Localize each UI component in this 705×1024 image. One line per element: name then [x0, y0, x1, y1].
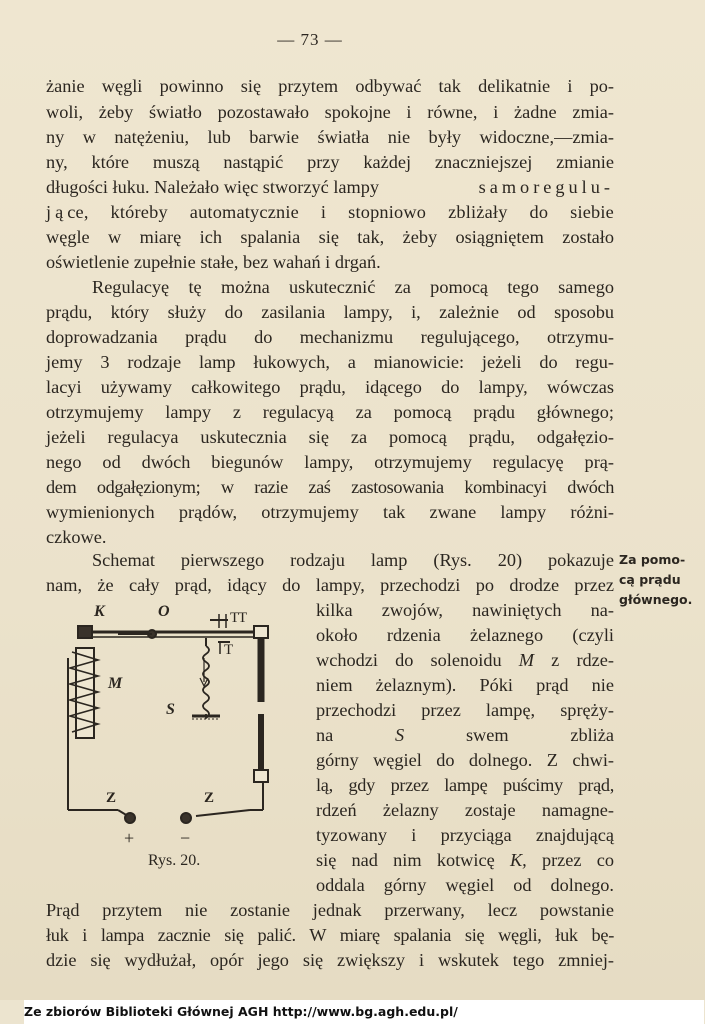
label-minus: −	[180, 828, 191, 848]
page-number: — 73 —	[277, 30, 343, 49]
text-line: ny w natężeniu, lub barwie światła nie były widoczne,—zmia-	[46, 127, 614, 147]
arc-lamp-circuit-diagram	[58, 598, 298, 848]
library-footer: Ze zbiorów Biblioteki Głównej AGH http://www.bg.agh.edu.pl/	[24, 1000, 704, 1024]
text-line: górny węgiel do dolnego. Z chwi-	[316, 750, 614, 770]
label-K: K	[94, 603, 105, 620]
text-line: tyzowany i przyciąga znajdującą	[316, 825, 614, 845]
text-line: woli, żeby światło pozostawało spokojne i równe, i żadne zmia-	[46, 102, 614, 122]
armature-block	[78, 626, 92, 638]
text-line: ny, które muszą nastąpić przy każdej znaczniejszej zmianie	[46, 152, 614, 172]
text-line	[316, 648, 614, 672]
text-line: kilka zwojów, nawiniętych na-	[316, 600, 614, 620]
text-segment: wchodzi do solenoidu	[316, 650, 502, 670]
text-line: jemy 3 rodzaje lamp łukowych, a mianowicie: jeżeli do regu-	[46, 352, 614, 372]
text-line: oświetlenie zupełnie stałe, bez wahań i drgań.	[46, 252, 381, 272]
margin-note-line: głównego.	[619, 592, 693, 607]
text-segment: na	[316, 725, 334, 745]
label-T3: T	[224, 642, 234, 658]
terminal-minus	[181, 813, 191, 823]
text-line: około rdzenia żelaznego (czyli	[316, 625, 614, 645]
text-line: czkowe.	[46, 527, 107, 547]
italic-letter: S	[395, 725, 405, 745]
text-line: jeżeli regulacya uskutecznia się za pomocą prądu, odgałęzio-	[46, 427, 614, 447]
text-segment: swem zbliża	[465, 725, 614, 745]
text-line: prądu, który służy do zasilania lampy, i, zależnie od sposobu	[46, 302, 614, 322]
text-line: niem żelaznym). Póki prąd nie	[316, 675, 614, 695]
text-line: otrzymujemy lampy z regulacyą za pomocą prądu głównego;	[46, 402, 614, 422]
text-line: Prąd przytem nie zostanie jednak przerwany, lecz powstanie	[46, 900, 614, 920]
text-segment: przez co	[541, 850, 614, 870]
terminal-plus	[125, 813, 135, 823]
text-line: doprowadzania prądu do mechanizmu regulującego, otrzymu-	[46, 327, 614, 347]
margin-note-line: cą prądu	[619, 572, 681, 587]
text-line: jące, któreby automatycznie i stopniowo zbliżały do siebie	[46, 202, 614, 222]
margin-note	[619, 550, 692, 610]
spaced-word: samoregulu-	[478, 177, 614, 197]
text-segment: ce, któreby automatycznie i stopniowo zbliżały do siebie	[67, 202, 614, 222]
text-line	[46, 175, 614, 199]
text-line: węgle w miarę ich spalania się tak, żeby osiągniętem zostało	[46, 227, 614, 247]
margin-note-line: Za pomo-	[619, 552, 686, 567]
text-segment: z rdze-	[551, 650, 614, 670]
text-line: lą, gdy przez lampę puścimy prąd,	[316, 775, 614, 795]
text-line	[316, 723, 614, 747]
label-T2: T	[238, 610, 248, 626]
label-S: S	[166, 701, 175, 718]
label-Z1: Z	[106, 790, 117, 806]
text-line: lacyi używamy całkowitego prądu, idącego do lampy, wówczas	[46, 377, 614, 397]
label-O: O	[158, 603, 170, 620]
text-line: żanie węgli powinno się przytem odbywać tak delikatnie i po-	[46, 76, 614, 96]
label-Z2: Z	[204, 790, 215, 806]
text-line: oddala górny węgiel od dolnego.	[316, 875, 614, 895]
label-T1: T	[230, 610, 240, 626]
text-line: nam, że cały prąd, idący do lampy, przechodzi po drodze przez	[46, 575, 614, 595]
text-line: Schemat pierwszego rodzaju lamp (Rys. 20) pokazuje	[92, 550, 614, 570]
text-line	[316, 848, 614, 872]
text-line: dem odgałęzionym; w razie zaś zastosowania kombinacyi dwóch	[46, 477, 614, 497]
text-line: łuk i lampa zacznie się palić. W miarę spalania się węgli, łuk bę-	[46, 925, 614, 945]
text-segment: się nad nim kotwicę	[316, 850, 495, 870]
label-plus: +	[124, 828, 135, 848]
italic-letter: M	[518, 650, 535, 670]
text-line: dzie się wydłużał, opór jego się zwiększy i wskutek tego zmniej-	[46, 950, 614, 970]
text-line: nego od dwóch biegunów lampy, otrzymujemy regulacyę prą-	[46, 452, 614, 472]
text-segment: długości łuku. Należało więc stworzyć lampy	[46, 177, 380, 197]
text-line: Regulacyę tę można uskutecznić za pomocą tego samego	[92, 277, 614, 297]
label-M: M	[108, 675, 123, 692]
figure-caption: Rys. 20.	[148, 852, 201, 869]
italic-letter: K,	[509, 850, 527, 870]
text-line: przechodzi przez lampę, spręży-	[316, 700, 614, 720]
text-line: wymienionych prądów, otrzymujemy tak zwane lampy różni-	[46, 502, 614, 522]
text-line: rdzeń żelazny zostaje namagne-	[316, 800, 614, 820]
